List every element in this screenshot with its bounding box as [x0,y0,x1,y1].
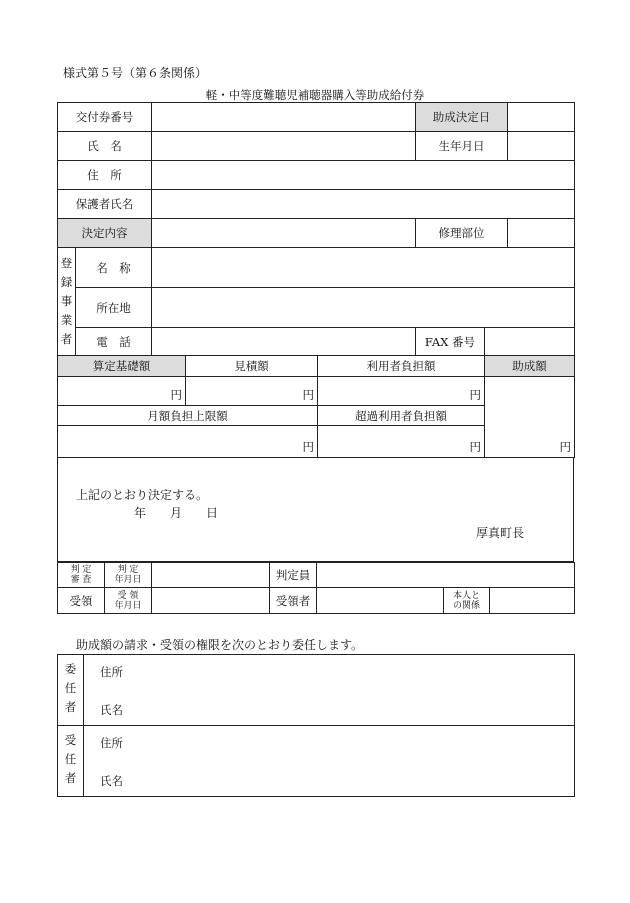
estimate-label: 見積額 [186,356,318,377]
decision-content-field[interactable] [152,219,416,248]
judge-date-line-1: 判 定 [117,565,139,575]
vendor-name-field[interactable] [152,248,575,288]
yen-unit: 円 [302,440,314,454]
vendor-char-1: 登 [60,256,73,270]
yen-unit: 円 [559,440,571,454]
delegate-field[interactable] [84,726,575,797]
delegate-char-3: 者 [64,771,77,785]
vendor-char-4: 業 [60,313,73,327]
delegate-address-label: 住所 [100,736,123,750]
judge-date-line-2: 年月日 [114,575,142,585]
base-amount-label: 算定基礎額 [58,356,186,377]
delegator-char-3: 者 [64,700,77,714]
relation-line-2: の関係 [452,600,480,611]
receipt-label: 受領 [58,588,105,614]
delegate-label [58,726,84,797]
judge-staff-label: 判定員 [270,563,317,588]
delegator-char-2: 任 [64,681,77,695]
document-title: 軽・中等度難聴児補聴器購入等助成給付券 [205,88,425,102]
receiver-label: 受領者 [270,588,317,614]
excess-burden-label: 超過利用者負担額 [318,406,485,426]
decision-date-label: 助成決定日 [416,103,508,132]
repair-part-field[interactable] [508,219,575,248]
birthdate-field[interactable] [508,132,575,161]
delegate-name-label: 氏名 [100,774,123,788]
judge-review-label [58,563,105,588]
vendor-name-label: 名 称 [76,248,152,288]
judge-review-line-1: 判 定 [70,565,92,575]
birthdate-label: 生年月日 [416,132,508,161]
relation-line-1: 本人と [452,590,480,601]
vendor-location-field[interactable] [152,288,575,328]
monthly-cap-field[interactable] [58,426,318,458]
decision-notice [57,458,574,562]
delegation-statement: 助成額の請求・受領の権限を次のとおり委任します。 [76,638,364,652]
vendor-char-3: 事 [60,294,73,308]
judge-review-line-2: 審 査 [70,575,92,585]
vendor-char-2: 録 [60,275,73,289]
guardian-name-field[interactable] [152,190,575,219]
delegator-address-label: 住所 [100,665,123,679]
judge-date-field[interactable] [152,563,270,588]
fax-label: FAX 番号 [416,328,485,356]
user-burden-label: 利用者負担額 [318,356,485,377]
name-label: 氏 名 [58,132,152,161]
base-amount-field[interactable] [58,377,186,406]
estimate-field[interactable] [186,377,318,406]
delegator-name-label: 氏名 [100,703,123,717]
mayor-signature: 厚真町長 [476,526,525,540]
judge-staff-field[interactable] [317,563,575,588]
receipt-date-line-2: 年月日 [114,600,142,611]
main-form-table [57,102,575,458]
vendor-phone-field[interactable] [152,328,416,356]
name-field[interactable] [152,132,416,161]
fax-field[interactable] [485,328,575,356]
delegator-label [58,655,84,726]
ticket-number-field[interactable] [152,103,416,132]
judge-date-label [105,563,152,588]
yen-unit: 円 [469,440,481,454]
judgment-receipt-table [57,562,575,614]
subsidy-field[interactable] [485,377,575,458]
yen-unit: 円 [302,388,314,402]
yen-unit: 円 [170,388,182,402]
relation-label [444,588,490,614]
delegation-table [57,654,575,797]
delegate-char-1: 受 [64,733,77,747]
receiver-field[interactable] [317,588,444,614]
form-number-label: 様式第５号（第６条関係） [63,66,208,80]
delegator-char-1: 委 [64,662,77,676]
receipt-date-label [105,588,152,614]
decision-date-field[interactable] [508,103,575,132]
vendor-char-5: 者 [60,332,73,346]
yen-unit: 円 [469,388,481,402]
delegator-field[interactable] [84,655,575,726]
address-label: 住 所 [58,161,152,190]
vendor-location-label: 所在地 [76,288,152,328]
registered-vendor-label [58,248,76,356]
receipt-date-field[interactable] [152,588,270,614]
receipt-date-line-1: 受 領 [117,590,139,601]
user-burden-field[interactable] [318,377,485,406]
decision-content-label: 決定内容 [58,219,152,248]
address-field[interactable] [152,161,575,190]
decision-date-line: 年 月 日 [134,506,219,520]
excess-burden-field[interactable] [318,426,485,458]
ticket-number-label: 交付券番号 [58,103,152,132]
decision-statement: 上記のとおり決定する。 [76,488,209,502]
subsidy-label: 助成額 [485,356,575,377]
vendor-phone-label: 電 話 [76,328,152,356]
guardian-name-label: 保護者氏名 [58,190,152,219]
repair-part-label: 修理部位 [416,219,508,248]
relation-field[interactable] [490,588,575,614]
delegate-char-2: 任 [64,752,77,766]
monthly-cap-label: 月額負担上限額 [58,406,318,426]
